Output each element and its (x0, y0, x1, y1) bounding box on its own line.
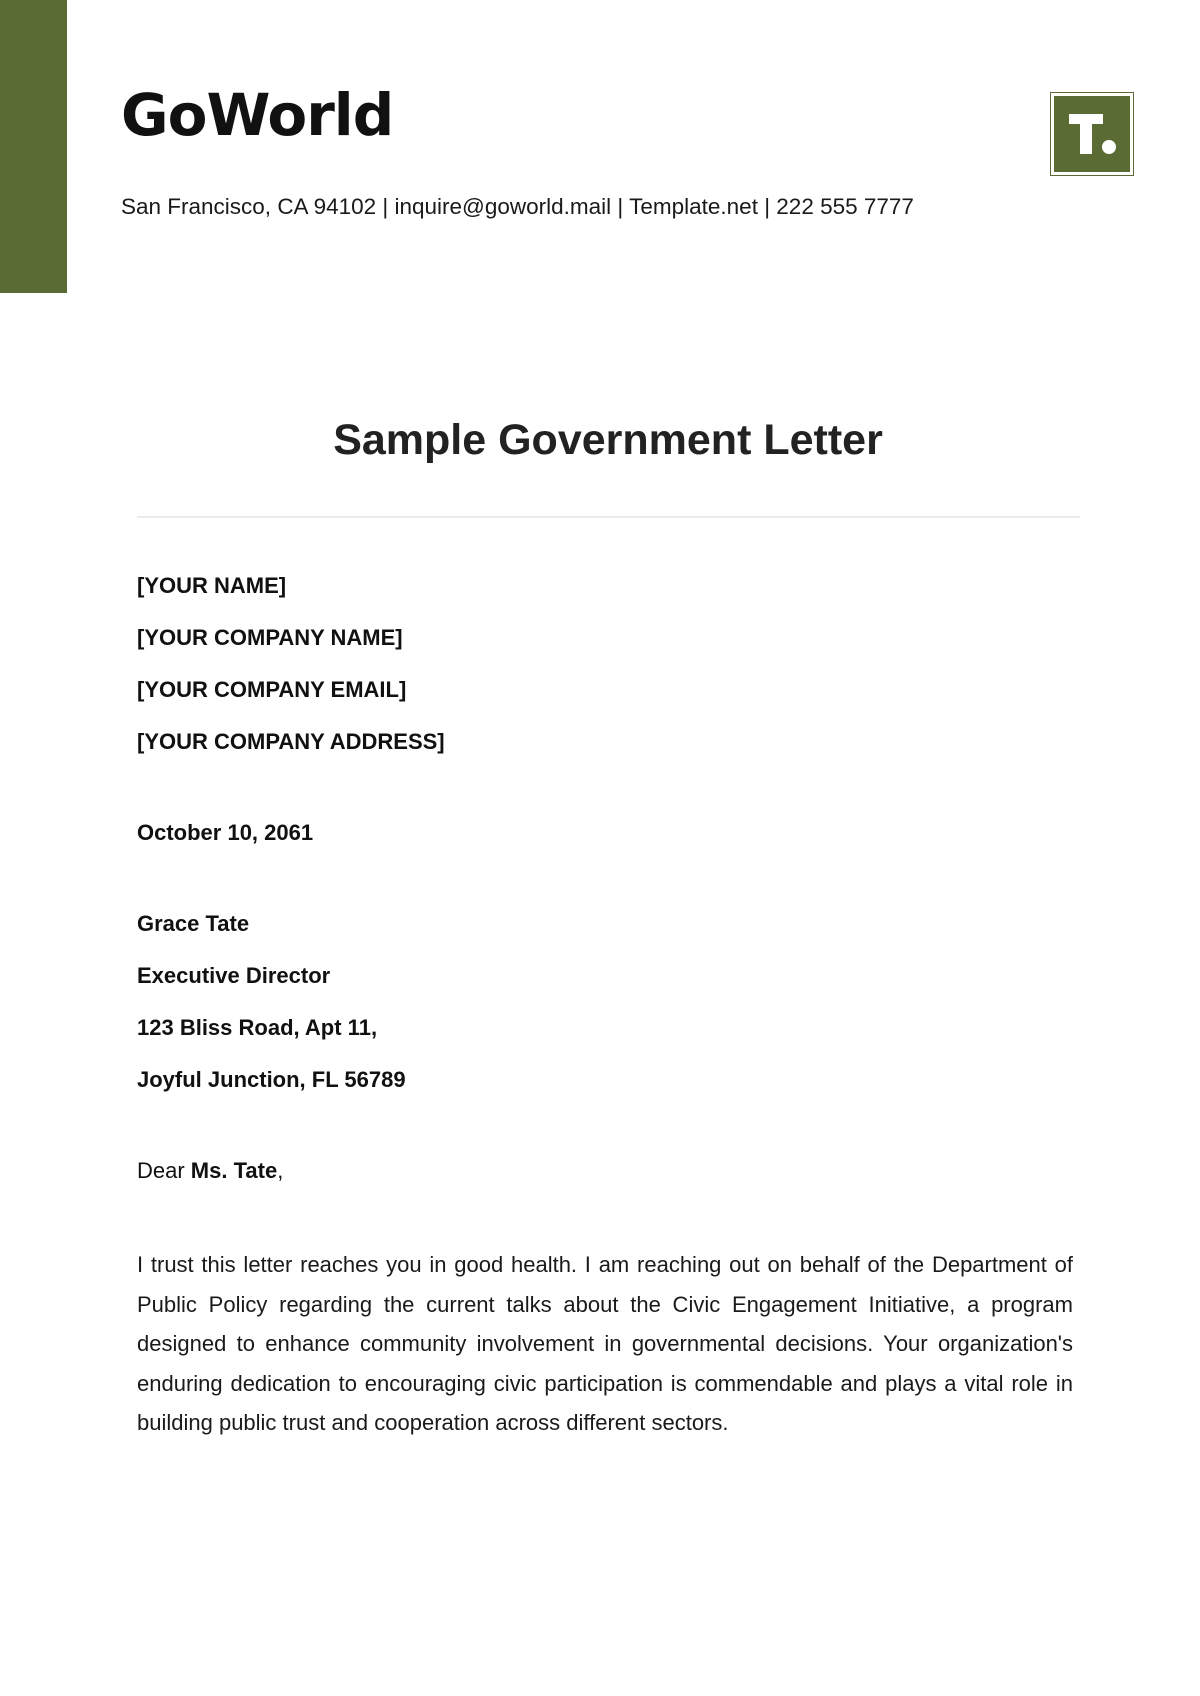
logo-fill (1054, 96, 1130, 172)
letter-date: October 10, 2061 (137, 820, 314, 845)
accent-side-bar (0, 0, 67, 293)
body-paragraph: I trust this letter reaches you in good health. I am reaching out on behalf of the Department of Public Policy regarding the current talks about the Civic Engagement Initiative, a program designed to enhance community involvement in governmental decisions. Your organization's enduring dedication to encouraging civic participation is commendable and plays a vital role in building public trust and cooperation across different sectors. (137, 1252, 1073, 1436)
company-name: GoWorld (121, 81, 394, 149)
recipient-address-line1: 123 Bliss Road, Apt 11, (137, 1015, 378, 1040)
salutation (137, 1158, 283, 1184)
template-t-logo-icon (1050, 92, 1134, 176)
salutation-prefix: Dear (137, 1158, 191, 1183)
sender-company-email: [YOUR COMPANY EMAIL] (137, 677, 407, 702)
sender-company-name: [YOUR COMPANY NAME] (137, 625, 403, 650)
salutation-name: Ms. Tate (190, 1158, 278, 1183)
salutation-suffix: , (277, 1158, 284, 1183)
recipient-title: Executive Director (137, 963, 331, 988)
document-title: Sample Government Letter (333, 416, 883, 464)
contact-line: San Francisco, CA 94102 | inquire@goworld.mail | Template.net | 222 555 7777 (121, 194, 914, 219)
recipient-address-line2: Joyful Junction, FL 56789 (137, 1067, 406, 1092)
t-letter-icon (1054, 96, 1129, 171)
sender-company-address: [YOUR COMPANY ADDRESS] (137, 729, 445, 754)
title-divider (137, 516, 1080, 518)
sender-name: [YOUR NAME] (137, 573, 287, 598)
recipient-name: Grace Tate (137, 911, 250, 936)
